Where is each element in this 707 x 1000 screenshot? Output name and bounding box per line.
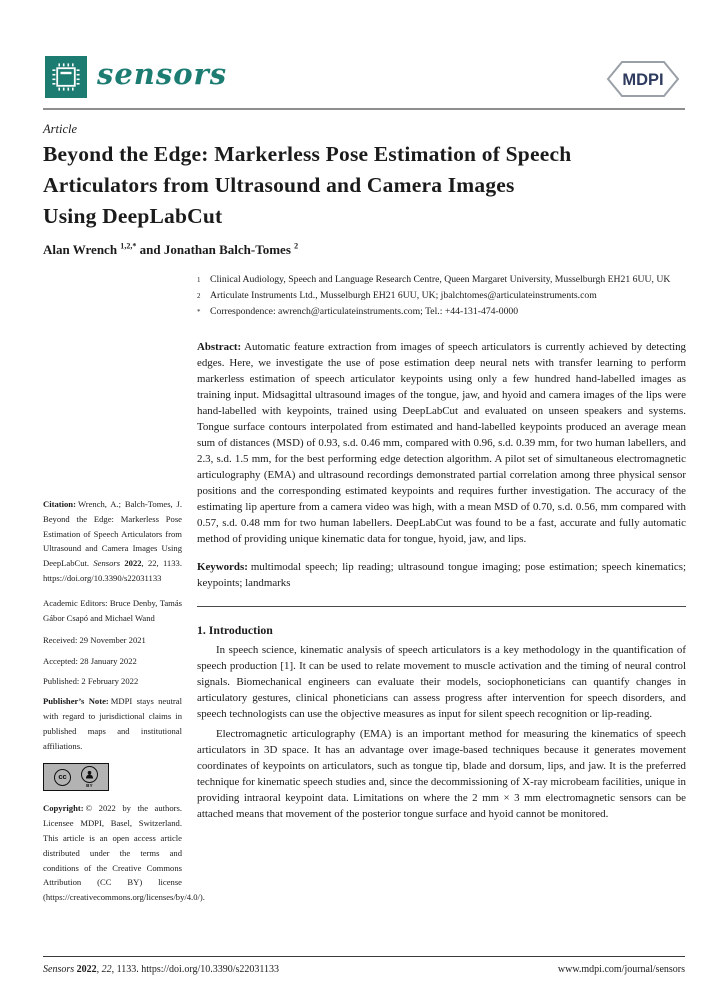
copyright-label: Copyright: — [43, 803, 84, 814]
article-type-label: Article — [43, 122, 78, 136]
citation-text: Wrench, A.; Balch-Tomes, J. Beyond the Edge: Markerless Pose Estimation of Speech Articulators from Ultrasound and Camera Images Using DeepLabCut. — [43, 499, 182, 569]
author-2-superscript: 2 — [294, 241, 299, 251]
intro-paragraph-1: In speech science, kinematic analysis of speech articulators is a key methodology in the quantification of speech production [1]. It can be used to relate movement to muscle activation and the timing of neural control signals. Biomechanical engineers can evaluate their models, sociophoneticians can quantify changes in articulatory gestures, clinical phoneticians can assess progress after intervention for speech disorders, and speech technologists can use the objective measures as input for silent speech recognition or lip-reading. — [197, 644, 686, 720]
authors-connector: and — [136, 242, 164, 257]
affiliation-text-3: Correspondence: awrench@articulateinstruments.com; Tel.: +44-131-474-0000 — [210, 306, 519, 317]
footer-divider — [43, 956, 685, 957]
author-1-superscript: 1,2,* — [120, 241, 137, 251]
authors-line — [43, 242, 298, 258]
citation-volume-pages: , 22, 1133. — [141, 558, 182, 569]
citation-journal: Sensors — [93, 558, 121, 569]
footer-pages: , 1133. — [111, 964, 142, 975]
sensors-journal-logo — [45, 56, 87, 98]
footer-volume: 22 — [101, 964, 112, 975]
footer-journal-url[interactable]: www.mdpi.com/journal/sensors — [557, 964, 685, 975]
keywords — [197, 559, 686, 591]
publishers-note-label: Publisher’s Note: — [43, 696, 109, 707]
main-column — [197, 272, 686, 822]
academic-editors: Academic Editors: Bruce Denby, Tamás Gábor Csapó and Michael Wand — [43, 597, 182, 623]
affiliation-list — [197, 272, 686, 320]
citation-year: 2022 — [120, 558, 142, 569]
cc-icon — [54, 769, 71, 786]
sensors-chip-icon — [45, 56, 87, 98]
person-icon — [81, 766, 98, 783]
footer-journal-name: Sensors — [43, 964, 75, 975]
affiliation-marker-3: * — [197, 308, 201, 316]
copyright-notice — [43, 801, 205, 905]
affiliation-row-3 — [197, 304, 686, 320]
affiliation-text-1: Clinical Audiology, Speech and Language Research Centre, Queen Margaret University, Musselburgh EH21 6UU, UK — [210, 274, 671, 285]
section-divider — [197, 606, 686, 607]
accepted-date: Accepted: 28 January 2022 — [43, 655, 137, 666]
title-line-3: Using DeepLabCut — [43, 204, 223, 228]
abstract-label: Abstract: — [197, 341, 242, 353]
copyright-text: © 2022 by the authors. Licensee MDPI, Basel, Switzerland. This article is an open access article distributed under the terms and conditions of the Creative Commons Attribution (CC BY) license (https://creativecommons.org/licenses/by/4.0/). — [43, 803, 205, 903]
citation-doi-link[interactable]: https://doi.org/10.3390/s22031133 — [43, 572, 162, 583]
author-1-name: Alan Wrench — [43, 242, 118, 257]
affiliation-marker-1: 1 — [197, 276, 201, 284]
publishers-note — [43, 694, 182, 753]
citation-label: Citation: — [43, 499, 76, 509]
author-2-name: Jonathan Balch-Tomes — [163, 242, 291, 257]
footer-sep: , — [96, 964, 102, 975]
abstract-text: Automatic feature extraction from images of speech articulators is currently achieved by detecting edges. Here, we investigate the use of pose estimation deep neural nets with transfer learning to perform markerless estimation of speech articulator keypoints using only a few hundred hand-labelled images as training input. Midsagittal ultrasound images of the tongue, jaw, and hyoid and camera images of the lips were hand-labelled with keypoints, trained using DeepLabCut and evaluated on unseen speakers and systems. Tongue surface contours interpolated from estimated and hand-labelled keypoints produced an average mean sum of distances (MSD) of 0.93, s.d. 0.46 mm, compared with 0.96, s.d. 0.39 mm, for two human labellers, and 2.3, s.d. 1.5 mm, for the best performing edge detection algorithm. A pilot set of simultaneous electromagnetic articulography (EMA) and ultrasound recordings demonstrated partial correlation among three physical sensor positions and the corresponding estimated keypoints and requires further investigation. The accuracy of the estimating lip aperture from a camera video was high, with a mean MSD of 0.70, s.d. 0.56, mm compared with 0.57, s.d. 0.48 mm for two human labellers. DeepLabCut was found to be a fast, accurate and fully automatic method of providing unique kinematic data for tongue, hyoid, jaw, and lips. — [197, 341, 686, 545]
cc-by-license-badge[interactable] — [43, 763, 109, 791]
affiliation-row-1 — [197, 272, 686, 288]
affiliation-text-2: Articulate Instruments Ltd., Musselburgh EH21 6UU, UK; jbalchtomes@articulateinstruments.com — [210, 290, 597, 301]
cc-icon-label: cc — [58, 772, 67, 782]
mdpi-logo — [599, 58, 687, 105]
intro-paragraph-2: Electromagnetic articulography (EMA) is an important method for measuring the kinematics of speech articulators in 3D space. It has an advantage over image-based techniques because it generates movement coordinates of keypoints on articulators, such as tongue tip, blade and dorsum, lips, and jaw. It is the preferred technique for kinematic speech studies and, since the decommissioning of X-ray microbeam facilities, unique in providing intraoral keypoint data. Limitations on where the 2 mm × 3 mm electromagnetic sensors can be attached means that movement of the posterior tongue surface and hyoid cannot be monitored. — [197, 728, 686, 820]
page-title — [43, 139, 683, 232]
header-divider — [43, 108, 685, 110]
by-label: BY — [86, 783, 93, 789]
journal-wordmark: sensors — [97, 57, 228, 91]
publishers-note-text: MDPI stays neutral with regard to jurisdictional claims in published maps and institutional affiliations. — [43, 696, 182, 751]
published-date: Published: 2 February 2022 — [43, 675, 139, 686]
mdpi-label: MDPI — [622, 71, 664, 89]
footer-doi-link[interactable]: https://doi.org/10.3390/s22031133 — [141, 964, 280, 975]
by-attribution-icon — [81, 766, 98, 788]
mdpi-hexagon-icon — [599, 58, 687, 100]
footer-citation — [43, 964, 279, 975]
keywords-label: Keywords: — [197, 561, 248, 573]
abstract — [197, 339, 686, 547]
dates-block — [43, 633, 182, 688]
title-line-1: Beyond the Edge: Markerless Pose Estimation of Speech — [43, 142, 572, 166]
affiliation-marker-2: 2 — [197, 292, 201, 300]
affiliation-row-2 — [197, 288, 686, 304]
received-date: Received: 29 November 2021 — [43, 635, 146, 646]
sidebar — [43, 497, 205, 905]
title-line-2: Articulators from Ultrasound and Camera Images — [43, 173, 515, 197]
citation-block — [43, 497, 182, 586]
keywords-text: multimodal speech; lip reading; ultrasound tongue imaging; pose estimation; speech kinematics; keypoints; landmarks — [197, 561, 686, 589]
footer-year: 2022 — [74, 964, 97, 975]
section-heading-introduction: 1. Introduction — [197, 623, 273, 637]
